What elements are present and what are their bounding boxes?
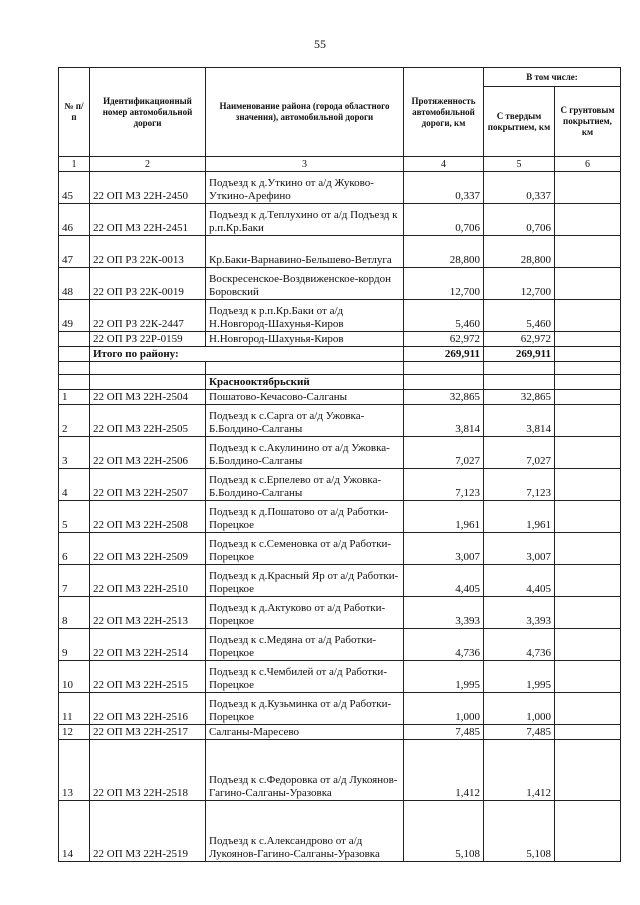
road-name: Подъезд к с.Семеновка от а/д Работки-Порецкое xyxy=(206,533,404,565)
road-id: 22 ОП МЗ 22Н-2506 xyxy=(90,437,206,469)
road-length: 5,460 xyxy=(404,300,484,332)
row-number: 7 xyxy=(59,565,90,597)
dirt-surface-length xyxy=(555,725,621,740)
hard-surface-length: 5,460 xyxy=(484,300,555,332)
dirt-surface-length xyxy=(555,597,621,629)
district-row xyxy=(59,375,621,390)
row-number: 14 xyxy=(59,801,90,862)
dirt-surface-length xyxy=(555,801,621,862)
road-id: 22 ОП РЗ 22Р-0159 xyxy=(90,332,206,347)
row-number: 47 xyxy=(59,236,90,268)
spacer-row xyxy=(59,362,621,375)
roads-table xyxy=(58,67,621,862)
district-title: Краснооктябрьский xyxy=(206,375,404,390)
road-id: 22 ОП МЗ 22Н-2518 xyxy=(90,740,206,801)
road-name: Подъезд к д.Теплухино от а/д Подъезд к р.п.Кр.Баки xyxy=(206,204,404,236)
road-name: Кр.Баки-Варнавино-Бельшево-Ветлуга xyxy=(206,236,404,268)
table-row xyxy=(59,661,621,693)
road-id: 22 ОП МЗ 22Н-2514 xyxy=(90,629,206,661)
road-name: Подъезд к д.Красный Яр от а/д Работки-Порецкое xyxy=(206,565,404,597)
hard-surface-length: 0,337 xyxy=(484,172,555,204)
hard-surface-length: 28,800 xyxy=(484,236,555,268)
total-dirt xyxy=(555,347,621,362)
dirt-surface-length xyxy=(555,390,621,405)
table-row xyxy=(59,437,621,469)
row-number: 6 xyxy=(59,533,90,565)
row-number: 5 xyxy=(59,501,90,533)
road-length: 5,108 xyxy=(404,801,484,862)
hard-surface-length: 4,736 xyxy=(484,629,555,661)
index-cell: 1 xyxy=(59,157,90,172)
header-index-row xyxy=(59,157,621,172)
hard-surface-length: 12,700 xyxy=(484,268,555,300)
dirt-surface-length xyxy=(555,332,621,347)
road-length: 0,706 xyxy=(404,204,484,236)
table-row xyxy=(59,469,621,501)
road-id: 22 ОП РЗ 22К-2447 xyxy=(90,300,206,332)
hard-surface-length: 62,972 xyxy=(484,332,555,347)
road-id: 22 ОП МЗ 22Н-2504 xyxy=(90,390,206,405)
dirt-surface-length xyxy=(555,300,621,332)
road-length: 7,485 xyxy=(404,725,484,740)
road-name: Подъезд к с.Ерпелево от а/д Ужовка-Б.Болдино-Салганы xyxy=(206,469,404,501)
row-number: 1 xyxy=(59,390,90,405)
road-length: 0,337 xyxy=(404,172,484,204)
header-col-hard-surface: С твердым покрытием, км xyxy=(484,87,555,157)
dirt-surface-length xyxy=(555,565,621,597)
road-name: Подъезд к с.Акулинино от а/д Ужовка-Б.Болдино-Салганы xyxy=(206,437,404,469)
row-number xyxy=(59,332,90,347)
road-name: Подъезд к д.Актуково от а/д Работки-Порецкое xyxy=(206,597,404,629)
road-name: Пошатово-Кечасово-Салганы xyxy=(206,390,404,405)
row-number: 11 xyxy=(59,693,90,725)
hard-surface-length: 32,865 xyxy=(484,390,555,405)
road-id: 22 ОП РЗ 22К-0013 xyxy=(90,236,206,268)
road-length: 28,800 xyxy=(404,236,484,268)
road-name: Подъезд к с.Александрово от а/д Лукоянов-Гагино-Салганы-Уразовка xyxy=(206,801,404,862)
road-name: Подъезд к с.Сарга от а/д Ужовка-Б.Болдино-Салганы xyxy=(206,405,404,437)
dirt-surface-length xyxy=(555,268,621,300)
road-length: 3,814 xyxy=(404,405,484,437)
row-number: 46 xyxy=(59,204,90,236)
table-row xyxy=(59,236,621,268)
road-id: 22 ОП МЗ 22Н-2508 xyxy=(90,501,206,533)
road-id: 22 ОП МЗ 22Н-2509 xyxy=(90,533,206,565)
total-label: Итого по району: xyxy=(90,347,404,362)
dirt-surface-length xyxy=(555,740,621,801)
header-group-including: В том числе: xyxy=(484,68,621,87)
dirt-surface-length xyxy=(555,437,621,469)
road-id: 22 ОП МЗ 22Н-2519 xyxy=(90,801,206,862)
header-col-length: Протяженность автомобильной дороги, км xyxy=(404,68,484,157)
road-id: 22 ОП МЗ 22Н-2516 xyxy=(90,693,206,725)
dirt-surface-length xyxy=(555,236,621,268)
hard-surface-length: 4,405 xyxy=(484,565,555,597)
road-name: Подъезд к с.Чембилей от а/д Работки-Порецкое xyxy=(206,661,404,693)
road-length: 3,007 xyxy=(404,533,484,565)
table-row xyxy=(59,390,621,405)
hard-surface-length: 1,995 xyxy=(484,661,555,693)
road-length: 1,961 xyxy=(404,501,484,533)
road-id: 22 ОП МЗ 22Н-2515 xyxy=(90,661,206,693)
hard-surface-length: 3,393 xyxy=(484,597,555,629)
table-row xyxy=(59,332,621,347)
dirt-surface-length xyxy=(555,661,621,693)
table-row xyxy=(59,172,621,204)
table-row xyxy=(59,725,621,740)
header-col-number: № п/п xyxy=(59,68,90,157)
hard-surface-length: 0,706 xyxy=(484,204,555,236)
hard-surface-length: 3,814 xyxy=(484,405,555,437)
hard-surface-length: 1,412 xyxy=(484,740,555,801)
road-name: Н.Новгород-Шахунья-Киров xyxy=(206,332,404,347)
total-row xyxy=(59,347,621,362)
road-id: 22 ОП РЗ 22К-0019 xyxy=(90,268,206,300)
row-number: 12 xyxy=(59,725,90,740)
road-length: 1,000 xyxy=(404,693,484,725)
row-number: 9 xyxy=(59,629,90,661)
hard-surface-length: 1,000 xyxy=(484,693,555,725)
road-id: 22 ОП МЗ 22Н-2517 xyxy=(90,725,206,740)
hard-surface-length: 7,123 xyxy=(484,469,555,501)
road-name: Подъезд к с.Федоровка от а/д Лукоянов-Гагино-Салганы-Уразовка xyxy=(206,740,404,801)
road-length: 1,995 xyxy=(404,661,484,693)
table-row xyxy=(59,300,621,332)
row-number: 8 xyxy=(59,597,90,629)
header-col-dirt-surface: С грунтовым покрытием, км xyxy=(555,87,621,157)
page-number: 55 xyxy=(314,37,326,51)
table-row xyxy=(59,204,621,236)
dirt-surface-length xyxy=(555,533,621,565)
road-length: 1,412 xyxy=(404,740,484,801)
road-name: Подъезд к д.Кузьминка от а/д Работки-Порецкое xyxy=(206,693,404,725)
road-id: 22 ОП МЗ 22Н-2450 xyxy=(90,172,206,204)
table-row xyxy=(59,597,621,629)
road-name: Подъезд к д.Уткино от а/д Жуково-Уткино-Арефино xyxy=(206,172,404,204)
dirt-surface-length xyxy=(555,501,621,533)
table-row xyxy=(59,405,621,437)
rows-section-krasnooktyabrsky xyxy=(59,390,621,862)
row-number: 48 xyxy=(59,268,90,300)
table-row xyxy=(59,629,621,661)
hard-surface-length: 5,108 xyxy=(484,801,555,862)
road-length: 3,393 xyxy=(404,597,484,629)
total-hard: 269,911 xyxy=(484,347,555,362)
index-cell: 5 xyxy=(484,157,555,172)
road-length: 62,972 xyxy=(404,332,484,347)
dirt-surface-length xyxy=(555,172,621,204)
index-cell: 6 xyxy=(555,157,621,172)
table-row xyxy=(59,268,621,300)
hard-surface-length: 3,007 xyxy=(484,533,555,565)
row-number: 13 xyxy=(59,740,90,801)
hard-surface-length: 7,027 xyxy=(484,437,555,469)
rows-section-previous-district xyxy=(59,172,621,347)
table-row xyxy=(59,565,621,597)
table-row xyxy=(59,501,621,533)
road-length: 7,123 xyxy=(404,469,484,501)
road-name: Подъезд к д.Пошатово от а/д Работки-Порецкое xyxy=(206,501,404,533)
table-row xyxy=(59,801,621,862)
dirt-surface-length xyxy=(555,629,621,661)
road-length: 4,736 xyxy=(404,629,484,661)
total-length: 269,911 xyxy=(404,347,484,362)
road-id: 22 ОП МЗ 22Н-2513 xyxy=(90,597,206,629)
row-number: 49 xyxy=(59,300,90,332)
road-id: 22 ОП МЗ 22Н-2451 xyxy=(90,204,206,236)
hard-surface-length: 7,485 xyxy=(484,725,555,740)
road-name: Воскресенское-Воздвиженское-кордон Боровский xyxy=(206,268,404,300)
road-id: 22 ОП МЗ 22Н-2507 xyxy=(90,469,206,501)
total-number-cell xyxy=(59,347,90,362)
road-id: 22 ОП МЗ 22Н-2505 xyxy=(90,405,206,437)
header-col-id: Идентификационный номер автомобильной дороги xyxy=(90,68,206,157)
header-col-name: Наименование района (города областного значения), автомобильной дороги xyxy=(206,68,404,157)
index-cell: 3 xyxy=(206,157,404,172)
table-row xyxy=(59,533,621,565)
row-number: 2 xyxy=(59,405,90,437)
table-row xyxy=(59,693,621,725)
road-name: Подъезд к с.Медяна от а/д Работки-Порецкое xyxy=(206,629,404,661)
row-number: 45 xyxy=(59,172,90,204)
road-name: Салганы-Маресево xyxy=(206,725,404,740)
row-number: 10 xyxy=(59,661,90,693)
row-number: 3 xyxy=(59,437,90,469)
dirt-surface-length xyxy=(555,693,621,725)
road-length: 12,700 xyxy=(404,268,484,300)
hard-surface-length: 1,961 xyxy=(484,501,555,533)
road-id: 22 ОП МЗ 22Н-2510 xyxy=(90,565,206,597)
index-cell: 4 xyxy=(404,157,484,172)
dirt-surface-length xyxy=(555,204,621,236)
road-length: 32,865 xyxy=(404,390,484,405)
dirt-surface-length xyxy=(555,469,621,501)
road-length: 7,027 xyxy=(404,437,484,469)
row-number: 4 xyxy=(59,469,90,501)
road-name: Подъезд к р.п.Кр.Баки от а/д Н.Новгород-Шахунья-Киров xyxy=(206,300,404,332)
dirt-surface-length xyxy=(555,405,621,437)
road-length: 4,405 xyxy=(404,565,484,597)
index-cell: 2 xyxy=(90,157,206,172)
table-row xyxy=(59,740,621,801)
